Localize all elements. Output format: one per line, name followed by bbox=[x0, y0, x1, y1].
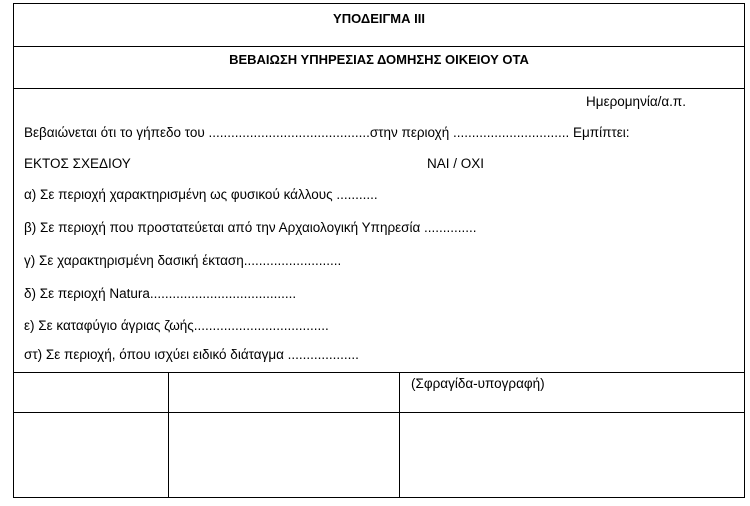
list-item: α) Σε περιοχή χαρακτηρισμένη ως φυσικού κάλλους ........... bbox=[24, 187, 378, 202]
divider bbox=[14, 88, 744, 89]
stamp-signature-label: (Σφραγίδα-υπογραφή) bbox=[411, 376, 545, 391]
column-divider bbox=[168, 372, 169, 497]
divider bbox=[14, 46, 744, 47]
list-item: γ) Σε χαρακτηρισμένη δασική έκταση.......................... bbox=[24, 253, 342, 268]
certify-line: Βεβαιώνεται ότι το γήπεδο του ...........................................στην περιοχή ............................... Εμπίπτει: bbox=[24, 125, 630, 140]
certificate-title: ΒΕΒΑΙΩΣΗ ΥΠΗΡΕΣΙΑΣ ΔΟΜΗΣΗΣ ΟΙΚΕΙΟΥ ΟΤΑ bbox=[229, 52, 529, 67]
list-item: ε) Σε καταφύγιο άγριας ζωής.................................... bbox=[24, 318, 329, 333]
date-protocol-field: Ημερομηνία/α.π. bbox=[586, 94, 686, 109]
list-item: στ) Σε περιοχή, όπου ισχύει ειδικό διάταγμα ................... bbox=[24, 347, 359, 362]
divider bbox=[14, 412, 744, 413]
certificate-form bbox=[13, 3, 745, 498]
divider bbox=[14, 372, 744, 373]
list-item: δ) Σε περιοχή Natura....................................... bbox=[24, 286, 297, 301]
yes-no-label: ΝΑΙ / ΟΧΙ bbox=[427, 156, 485, 171]
outside-plan-label: ΕΚΤΟΣ ΣΧΕΔΙΟΥ bbox=[24, 156, 131, 171]
column-divider bbox=[399, 372, 400, 497]
template-title: ΥΠΟΔΕΙΓΜΑ ΙΙΙ bbox=[333, 11, 425, 26]
list-item: β) Σε περιοχή που προστατεύεται από την Αρχαιολογική Υπηρεσία .............. bbox=[24, 220, 477, 235]
